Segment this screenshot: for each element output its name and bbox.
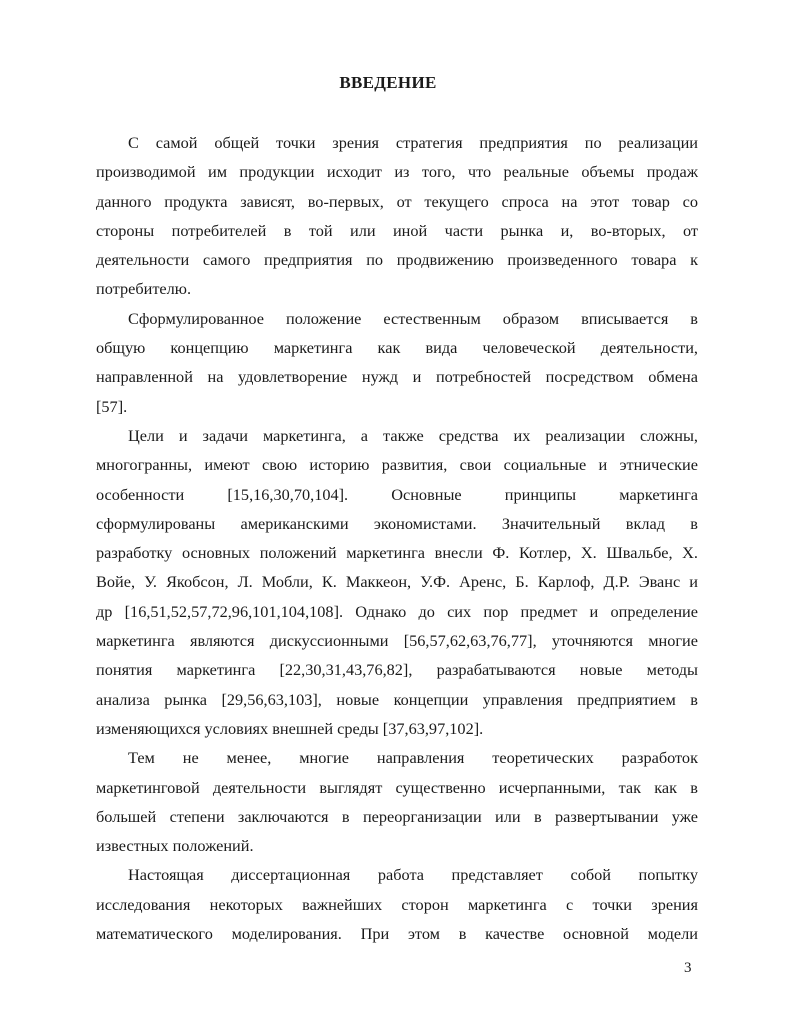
- text-line: С самой общей точки зрения стратегия предприятия по реализации: [128, 133, 698, 152]
- text-line: Войе, У. Якобсон, Л. Мобли, К. Маккеон, У.Ф. Аренс, Б. Карлоф, Д.Р. Эванс и: [96, 572, 698, 592]
- text-line: разработку основных положений маркетинга внесли Ф. Котлер, Х. Швальбе, Х.: [96, 543, 698, 563]
- paragraph-3: [96, 421, 698, 743]
- text-line: маркетинговой деятельности выглядят существенно исчерпанными, так как в: [96, 777, 698, 797]
- text-line: изменяющихся условиях внешней среды [37,63,97,102].: [96, 718, 484, 738]
- text-line: потребителю.: [96, 279, 192, 299]
- text-line: данного продукта зависят, во-первых, от текущего спроса на этот товар со: [96, 191, 698, 211]
- text-line: известных положений.: [96, 836, 254, 856]
- text-line: сформулированы американскими экономистами. Значительный вклад в: [96, 513, 698, 533]
- text-line: анализа рынка [29,56,63,103], новые концепции управления предприятием в: [96, 689, 698, 709]
- paragraph-1: [96, 128, 698, 304]
- text-line: большей степени заключаются в переорганизации или в развертывании уже: [96, 806, 698, 826]
- text-line: математического моделирования. При этом в качестве основной модели: [96, 924, 698, 944]
- text-line: Цели и задачи маркетинга, а также средства их реализации сложны,: [128, 425, 698, 445]
- text-line: Тем не менее, многие направления теоретических разработок: [128, 748, 698, 768]
- page-title: ВВЕДЕНИЕ: [339, 73, 437, 92]
- page-number: 3: [684, 960, 692, 976]
- paragraph-4: [96, 743, 698, 860]
- text-line: Сформулированное положение естественным образом вписывается в: [128, 308, 698, 328]
- text-line: общую концепцию маркетинга как вида человеческой деятельности,: [96, 338, 698, 358]
- text-line: понятия маркетинга [22,30,31,43,76,82], разрабатываются новые методы: [96, 660, 698, 680]
- text-line: Настоящая диссертационная работа представляет собой попытку: [128, 865, 698, 885]
- paragraph-5: [96, 860, 698, 948]
- text-line: направленной на удовлетворение нужд и потребностей посредством обмена: [96, 367, 698, 387]
- paragraph-2: [96, 304, 698, 421]
- body-text: [96, 128, 698, 948]
- text-line: др [16,51,52,57,72,96,101,104,108]. Однако до сих пор предмет и определение: [96, 601, 698, 621]
- text-line: маркетинга являются дискуссионными [56,57,62,63,76,77], уточняются многие: [96, 631, 698, 651]
- text-line: производимой им продукции исходит из того, что реальные объемы продаж: [96, 162, 698, 182]
- text-line: особенности [15,16,30,70,104]. Основные принципы маркетинга: [96, 484, 698, 504]
- text-line: [57].: [96, 396, 128, 416]
- text-line: деятельности самого предприятия по продвижению произведенного товара к: [96, 250, 698, 270]
- text-line: исследования некоторых важнейших сторон маркетинга с точки зрения: [96, 894, 698, 914]
- text-line: многогранны, имеют свою историю развития, свои социальные и этнические: [96, 455, 698, 475]
- text-line: стороны потребителей в той или иной части рынка и, во-вторых, от: [96, 220, 698, 240]
